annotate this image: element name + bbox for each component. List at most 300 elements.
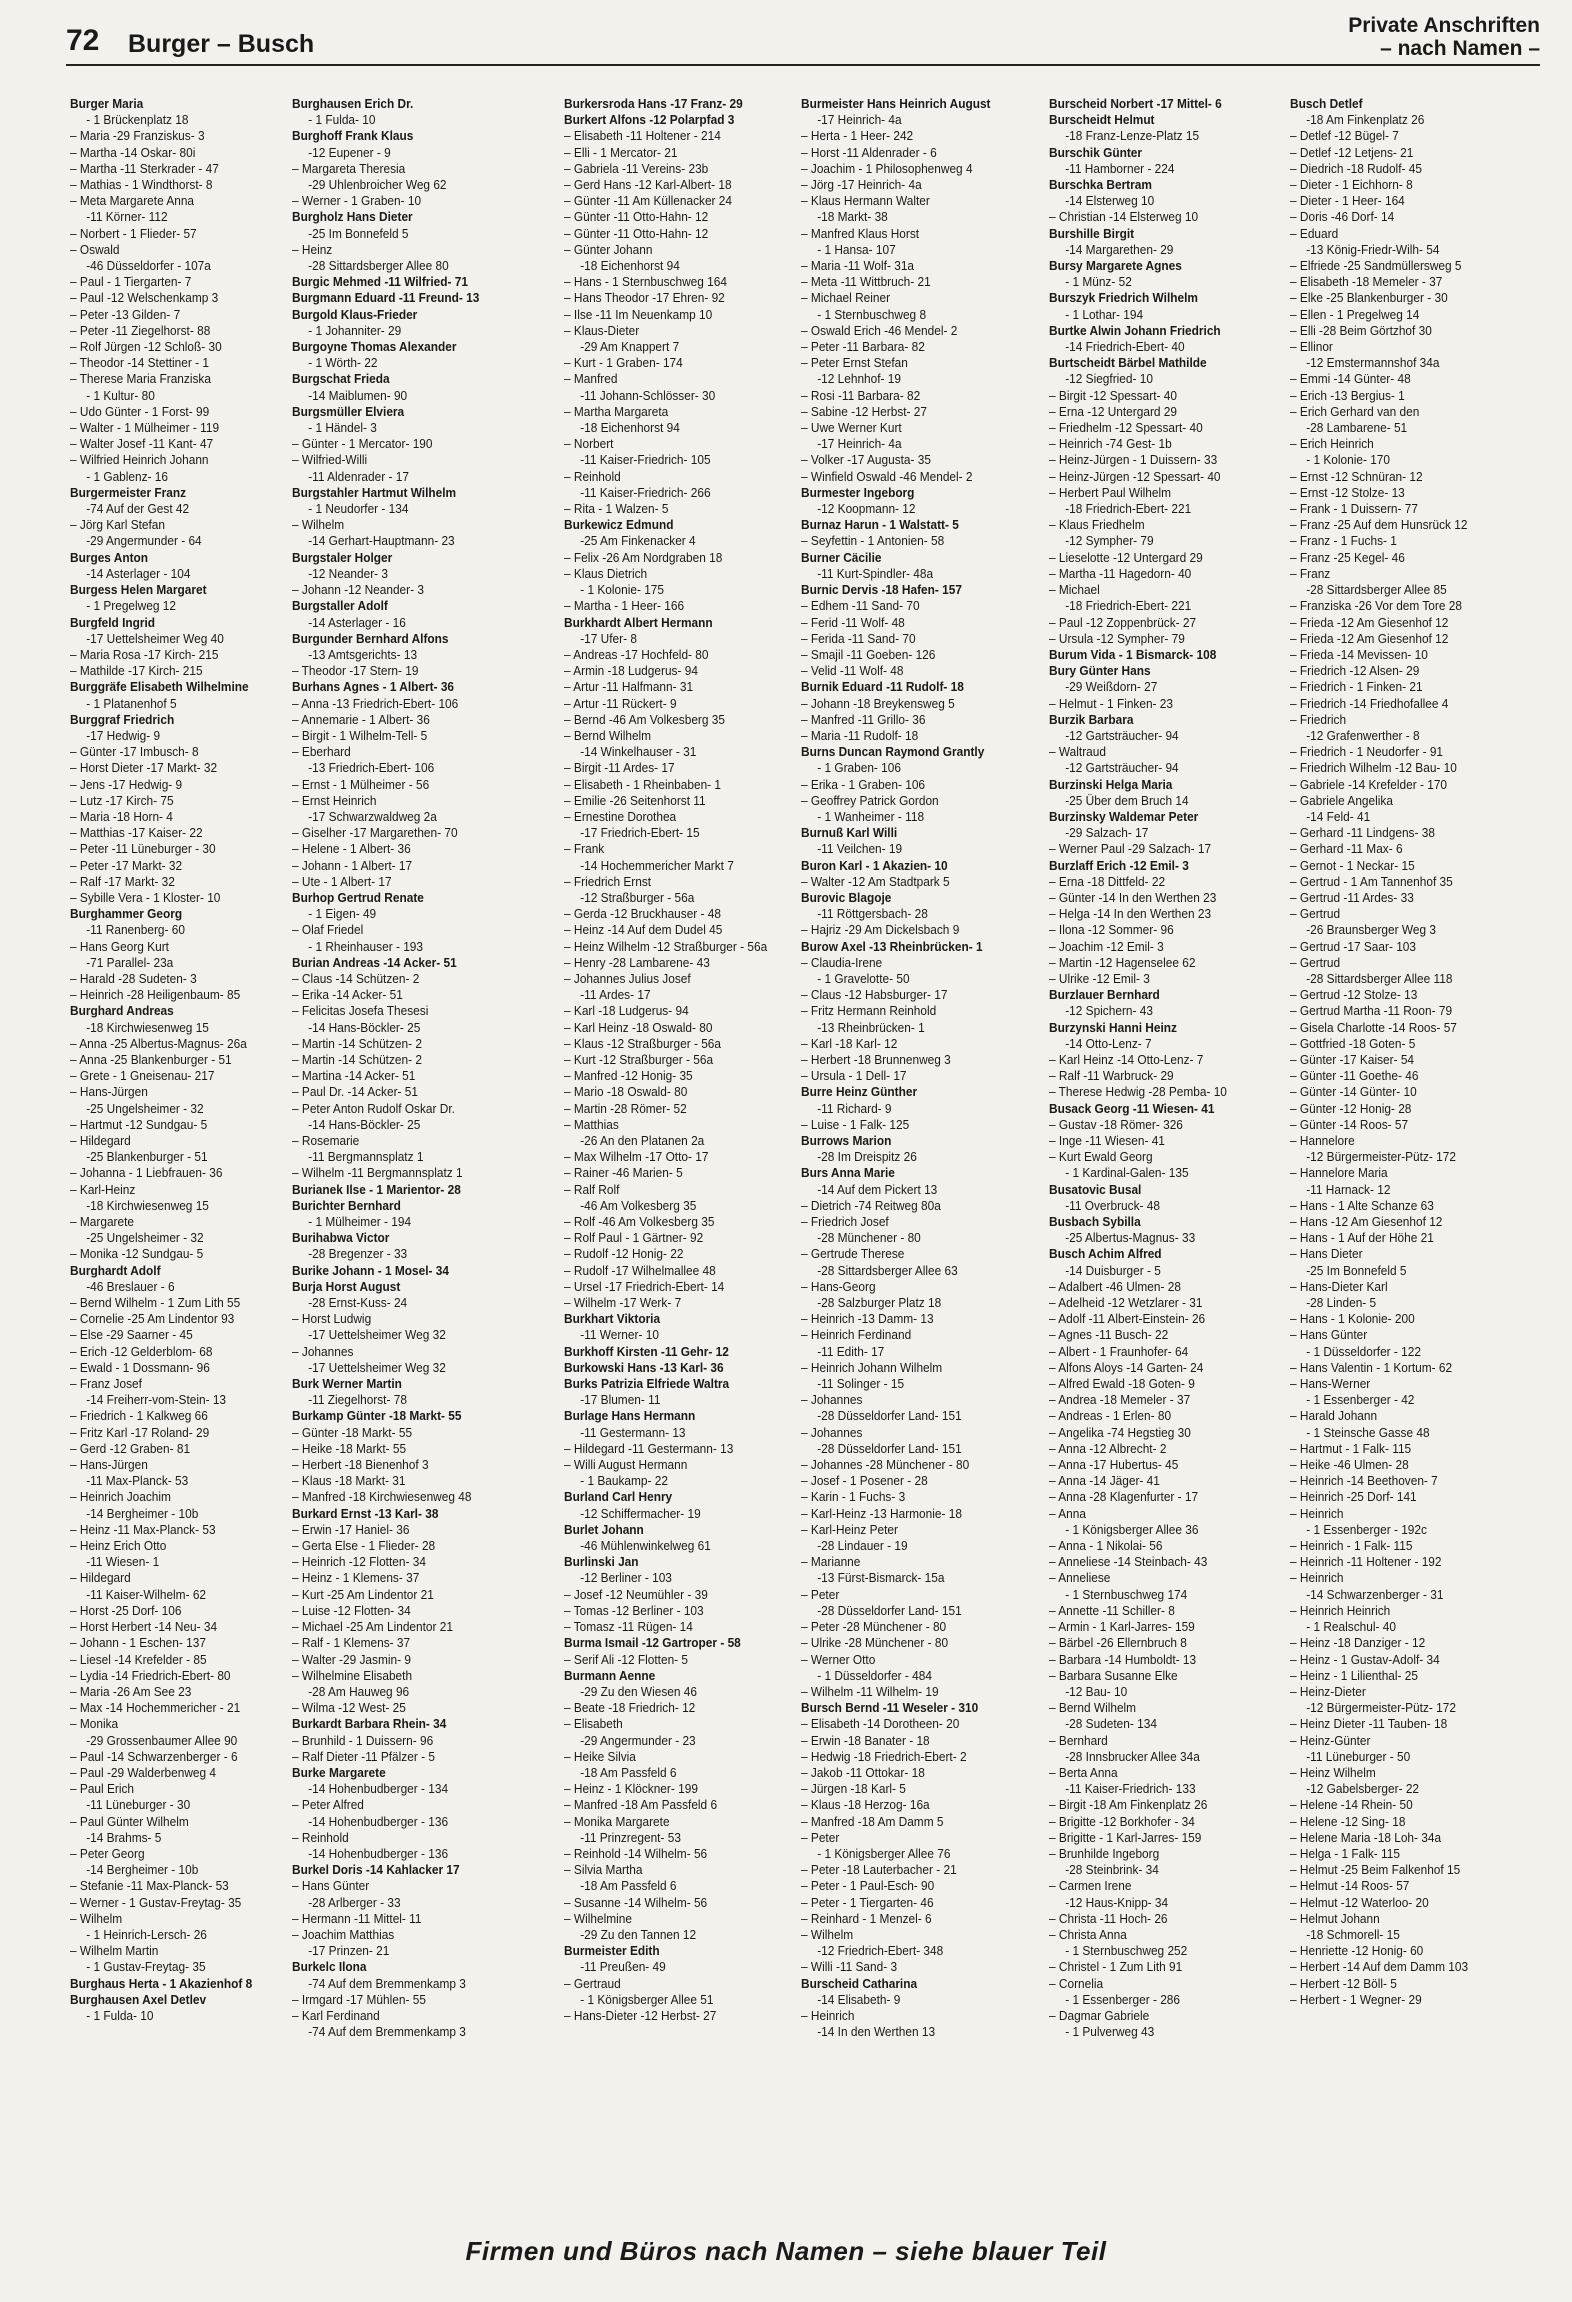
directory-column-1 xyxy=(70,96,289,2206)
directory-entry: -12 Haus-Knipp- 34 xyxy=(1065,1894,1169,1910)
directory-entry: – Sybille Vera - 1 Kloster- 10 xyxy=(70,889,221,905)
directory-entry: - 1 Königsberger Allee 36 xyxy=(1065,1521,1199,1537)
directory-entry: – Herbert -18 Brunnenweg 3 xyxy=(801,1051,951,1067)
directory-entry: – Elisabeth - 1 Rheinbaben- 1 xyxy=(564,776,722,792)
directory-entry: – Rolf Paul - 1 Gärtner- 92 xyxy=(564,1230,704,1246)
directory-entry: – Günter -11 Otto-Hahn- 12 xyxy=(564,225,709,241)
directory-entry: Burgold Klaus-Frieder xyxy=(292,306,418,322)
directory-entry: – Elisabeth -18 Memeler - 37 xyxy=(1290,274,1443,290)
directory-entry: Burkhardt Albert Hermann xyxy=(564,614,713,630)
directory-entry: -18 Friedrich-Ebert- 221 xyxy=(1065,598,1192,614)
directory-entry: -11 Johann-Schlösser- 30 xyxy=(580,387,716,403)
directory-entry: – Dietrich -74 Reitweg 80a xyxy=(801,1197,941,1213)
directory-entry: – Klaus -18 Herzog- 16a xyxy=(801,1797,930,1813)
directory-entry: – Paul -14 Schwarzenberger - 6 xyxy=(70,1748,238,1764)
directory-entry: – Oswald Erich -46 Mendel- 2 xyxy=(801,322,958,338)
directory-entry: Burlinski Jan xyxy=(564,1554,639,1570)
directory-entry: Burkert Alfons -12 Polarpfad 3 xyxy=(564,112,735,128)
directory-entry: – Ernst Heinrich xyxy=(292,792,377,808)
directory-entry: – Andreas -17 Hochfeld- 80 xyxy=(564,646,709,662)
directory-entry: – Paul - 1 Tiergarten- 7 xyxy=(70,274,192,290)
directory-entry: - 1 Kardinal-Galen- 135 xyxy=(1065,1165,1189,1181)
directory-entry: – Ursula - 1 Dell- 17 xyxy=(801,1068,907,1084)
directory-entry: – Walter Josef -11 Kant- 47 xyxy=(70,436,214,452)
directory-entry: Burgic Mehmed -11 Wilfried- 71 xyxy=(292,274,468,290)
directory-entry: – Helga - 1 Falk- 115 xyxy=(1290,1845,1400,1861)
directory-entry: – Wilhelm xyxy=(292,517,345,533)
directory-entry: – Therese Maria Franziska xyxy=(70,371,211,387)
directory-entry: – Ralf Rolf xyxy=(564,1181,620,1197)
directory-entry: – Heinrich xyxy=(801,2007,855,2023)
directory-entry: – Erich -12 Gelderblom- 68 xyxy=(70,1343,213,1359)
directory-entry: -28 Linden- 5 xyxy=(1306,1295,1377,1311)
directory-entry: – Anna -25 Albertus-Magnus- 26a xyxy=(70,1035,247,1051)
directory-entry: – Kurt Ewald Georg xyxy=(1049,1149,1153,1165)
directory-entry: – Günter - 1 Mercator- 190 xyxy=(292,436,433,452)
directory-entry: – Harald Johann xyxy=(1290,1408,1378,1424)
directory-entry: – Martha Margareta xyxy=(564,403,669,419)
directory-entry: -28 Am Hauweg 96 xyxy=(308,1683,410,1699)
directory-entry: -17 Uettelsheimer Weg 32 xyxy=(308,1359,446,1375)
directory-entry: – Doris -46 Dorf- 14 xyxy=(1290,209,1395,225)
directory-entry: – Ralf - 1 Klemens- 37 xyxy=(292,1635,411,1651)
directory-entry: – Werner Otto xyxy=(801,1651,876,1667)
directory-entry: – Heinz - 1 Gustav-Adolf- 34 xyxy=(1290,1651,1440,1667)
directory-entry: - 1 Kultur- 80 xyxy=(86,387,155,403)
directory-entry: – Heinrich Ferdinand xyxy=(801,1327,912,1343)
directory-entry: – Heinrich xyxy=(1290,1570,1344,1586)
directory-entry: -18 Schmorell- 15 xyxy=(1306,1926,1400,1942)
directory-entry: – Heinz-Jürgen - 1 Duissern- 33 xyxy=(1049,452,1218,468)
directory-entry: – Christel - 1 Zum Lith 91 xyxy=(1049,1959,1183,1975)
directory-entry: -11 Overbruck- 48 xyxy=(1065,1197,1160,1213)
directory-entry: -13 Amtsgerichts- 13 xyxy=(308,646,418,662)
directory-entry: – Albert - 1 Fraunhofer- 64 xyxy=(1049,1343,1189,1359)
directory-entry: Burzik Barbara xyxy=(1049,711,1134,727)
directory-entry: – Christa -11 Hoch- 26 xyxy=(1049,1910,1168,1926)
directory-entry: – Werner - 1 Gustav-Freytag- 35 xyxy=(70,1894,242,1910)
directory-entry: Burmester Ingeborg xyxy=(801,484,915,500)
directory-entry: – Frank - 1 Duissern- 77 xyxy=(1290,501,1418,517)
directory-entry: – Agnes -11 Busch- 22 xyxy=(1049,1327,1169,1343)
directory-entry: - 1 Eigen- 49 xyxy=(308,906,377,922)
directory-entry: – Adelheid -12 Wetzlarer - 31 xyxy=(1049,1295,1203,1311)
directory-entry: – Hans Günter xyxy=(292,1878,370,1894)
directory-entry: Burghoff Frank Klaus xyxy=(292,128,414,144)
directory-entry: – Klaus Hermann Walter xyxy=(801,193,930,209)
directory-entry: – Helmut -14 Roos- 57 xyxy=(1290,1878,1410,1894)
directory-entry: – Uwe Werner Kurt xyxy=(801,420,902,436)
directory-entry: – Herbert - 1 Wegner- 29 xyxy=(1290,1991,1422,2007)
directory-entry: – Joachim -12 Emil- 3 xyxy=(1049,938,1164,954)
directory-entry: -11 Kaiser-Wilhelm- 62 xyxy=(86,1586,207,1602)
directory-entry: – Sabine -12 Herbst- 27 xyxy=(801,403,928,419)
directory-entry: Burghausen Axel Detlev xyxy=(70,1991,207,2007)
directory-entry: – Reinhold xyxy=(292,1829,349,1845)
directory-entry: Burgholz Hans Dieter xyxy=(292,209,413,225)
directory-entry: Burkhart Viktoria xyxy=(564,1311,661,1327)
directory-entry: -18 Am Finkenplatz 26 xyxy=(1306,112,1425,128)
directory-entry: – Barbara Susanne Elke xyxy=(1049,1667,1178,1683)
directory-entry: -11 Kaiser-Friedrich- 266 xyxy=(580,484,711,500)
directory-entry: – Gertrud -11 Ardes- 33 xyxy=(1290,889,1414,905)
directory-entry: – Jürgen -18 Karl- 5 xyxy=(801,1781,906,1797)
directory-entry: -17 Prinzen- 21 xyxy=(308,1943,390,1959)
directory-entry: – Helmut -12 Waterloo- 20 xyxy=(1290,1894,1429,1910)
directory-entry: – Martha -11 Hagedorn- 40 xyxy=(1049,565,1192,581)
directory-entry: – Franz -25 Kegel- 46 xyxy=(1290,549,1405,565)
directory-entry: – Heinrich -14 Beethoven- 7 xyxy=(1290,1473,1438,1489)
directory-entry: Burmeister Hans Heinrich August xyxy=(801,96,991,111)
directory-entry: -29 Salzach- 17 xyxy=(1065,825,1149,841)
directory-entry: – Günter -11 Goethe- 46 xyxy=(1290,1068,1419,1084)
directory-entry: – Herta - 1 Heer- 242 xyxy=(801,128,914,144)
directory-entry: – Peter -13 Gilden- 7 xyxy=(70,306,181,322)
directory-entry: Burghaus Herta - 1 Akazienhof 8 xyxy=(70,1975,253,1991)
directory-entry: – Meta Margarete Anna xyxy=(70,193,195,209)
directory-entry: – Peter -11 Ziegelhorst- 88 xyxy=(70,322,211,338)
directory-entry: – Johannes xyxy=(801,1424,863,1440)
directory-entry: – Peter - 1 Tiergarten- 46 xyxy=(801,1894,934,1910)
directory-entry: – Wilhelm xyxy=(801,1926,854,1942)
directory-entry: – Rita - 1 Walzen- 5 xyxy=(564,501,669,517)
directory-entry: Burgstaler Holger xyxy=(292,549,393,565)
directory-entry: Burgunder Bernhard Alfons xyxy=(292,630,449,646)
directory-entry: – Peter Alfred xyxy=(292,1797,364,1813)
directory-entry: - 1 Fulda- 10 xyxy=(86,2007,154,2023)
directory-entry: – Erwin -18 Banater - 18 xyxy=(801,1732,930,1748)
directory-entry: - 1 Neudorfer - 134 xyxy=(308,501,409,517)
directory-entry: -28 Lindauer - 19 xyxy=(817,1538,908,1554)
directory-entry: - 1 Gustav-Freytag- 35 xyxy=(86,1959,206,1975)
directory-entry: -29 Am Knappert 7 xyxy=(580,339,680,355)
directory-entry: -14 Gerhart-Hauptmann- 23 xyxy=(308,533,455,549)
directory-entry: – Elli -28 Beim Görtzhof 30 xyxy=(1290,322,1432,338)
directory-entry: -12 Bau- 10 xyxy=(1065,1683,1128,1699)
directory-entry: Burggräfe Elisabeth Wilhelmine xyxy=(70,679,249,695)
directory-entry: – Artur -11 Halfmann- 31 xyxy=(564,679,694,695)
directory-entry: – Werner - 1 Graben- 10 xyxy=(292,193,422,209)
directory-entry: – Maria -11 Rudolf- 18 xyxy=(801,727,919,743)
directory-entry: – Jens -17 Hedwig- 9 xyxy=(70,776,183,792)
directory-entry: Burre Heinz Günther xyxy=(801,1084,918,1100)
directory-entry: Burland Carl Henry xyxy=(564,1489,673,1505)
directory-entry: – Elfriede -25 Sandmüllersweg 5 xyxy=(1290,258,1462,274)
directory-entry: Burger Maria xyxy=(70,96,144,111)
directory-entry: – Heinrich - 1 Falk- 115 xyxy=(1290,1538,1413,1554)
directory-entry: – Günter -14 In den Werthen 23 xyxy=(1049,889,1217,905)
directory-entry: – Peter - 1 Paul-Esch- 90 xyxy=(801,1878,935,1894)
directory-entry: Burnuß Karl Willi xyxy=(801,825,898,841)
directory-entry: – Ferid -11 Wolf- 48 xyxy=(801,614,905,630)
directory-entry: – Martin -14 Schützen- 2 xyxy=(292,1035,422,1051)
directory-entry: – Anna xyxy=(1049,1505,1086,1521)
directory-entry: – Ewald - 1 Dossmann- 96 xyxy=(70,1359,210,1375)
directory-entry: – Eduard xyxy=(1290,225,1339,241)
directory-entry: Burzlauer Bernhard xyxy=(1049,987,1160,1003)
directory-entry: – Armin -18 Ludgerus- 94 xyxy=(564,663,698,679)
directory-entry: – Ilona -12 Sommer- 96 xyxy=(1049,922,1174,938)
directory-entry: Burmann Aenne xyxy=(564,1667,656,1683)
directory-entry: – Hannelore xyxy=(1290,1133,1355,1148)
directory-entry: – Paul Günter Wilhelm xyxy=(70,1813,189,1829)
directory-entry: -17 Heinrich- 4a xyxy=(817,112,902,128)
directory-entry: -11 Harnack- 12 xyxy=(1306,1181,1391,1197)
directory-entry: - 1 Gablenz- 16 xyxy=(86,468,169,484)
directory-entry: – Johannes xyxy=(801,1392,863,1408)
directory-entry: – Wilhelmine xyxy=(564,1910,632,1926)
directory-entry: – Hans Georg Kurt xyxy=(70,938,169,954)
directory-entry: – Günter -17 Kaiser- 54 xyxy=(1290,1051,1415,1067)
directory-entry: – Manfred Klaus Horst xyxy=(801,225,920,241)
directory-entry: – Berta Anna xyxy=(1049,1764,1118,1780)
directory-entry: – Margareta Theresia xyxy=(292,160,406,176)
directory-entry: – Martina -14 Acker- 51 xyxy=(292,1068,416,1084)
directory-entry: – Josef - 1 Posener - 28 xyxy=(801,1473,928,1489)
directory-entry: – Erika -14 Acker- 51 xyxy=(292,987,403,1003)
directory-entry: – Ralf -17 Markt- 32 xyxy=(70,873,175,889)
directory-entry: – Horst Ludwig xyxy=(292,1311,372,1327)
directory-entry: – Klaus -18 Markt- 31 xyxy=(292,1473,406,1489)
directory-entry: -28 Arlberger - 33 xyxy=(308,1894,401,1910)
directory-entry: – Erna -12 Untergard 29 xyxy=(1049,403,1177,419)
directory-entry: -11 Ranenberg- 60 xyxy=(86,922,185,938)
directory-entry: – Brigitte -12 Borkhofer - 34 xyxy=(1049,1813,1195,1829)
directory-entry: -14 Hohenbudberger - 134 xyxy=(308,1781,449,1797)
directory-entry: Burike Johann - 1 Mosel- 34 xyxy=(292,1262,449,1278)
directory-entry: – Anna -14 Jäger- 41 xyxy=(1049,1473,1160,1489)
directory-entry: – Andrea -18 Memeler - 37 xyxy=(1049,1392,1191,1408)
directory-entry: – Peter xyxy=(801,1586,840,1602)
directory-entry: -11 Aldenrader - 17 xyxy=(308,468,409,484)
directory-entry: Burnik Eduard -11 Rudolf- 18 xyxy=(801,679,964,695)
directory-entry: -46 Breslauer - 6 xyxy=(86,1278,175,1294)
directory-entry: – Peter -28 Münchener - 80 xyxy=(801,1619,947,1635)
directory-entry: – Angelika -74 Hegstieg 30 xyxy=(1049,1424,1191,1440)
directory-entry: – Norbert xyxy=(564,436,614,452)
directory-entry: – Rainer -46 Marien- 5 xyxy=(564,1165,683,1181)
directory-entry: – Heinz -18 Danziger - 12 xyxy=(1290,1635,1426,1651)
directory-entry: Burovic Blagoje xyxy=(801,889,892,905)
directory-entry: – Karl-Heinz xyxy=(70,1181,136,1197)
directory-entry: – Karl-Heinz Peter xyxy=(801,1521,898,1537)
directory-entry: – Matthias xyxy=(564,1116,619,1132)
directory-entry: Burkel Doris -14 Kahlacker 17 xyxy=(292,1862,460,1878)
directory-entry: – Michael xyxy=(1049,582,1100,598)
directory-entry: – Friedrich - 1 Kalkweg 66 xyxy=(70,1408,208,1424)
directory-entry: - 1 Rheinhauser - 193 xyxy=(308,938,424,954)
directory-entry: -14 Bergheimer - 10b xyxy=(86,1862,199,1878)
directory-entry: – Gerd -12 Graben- 81 xyxy=(70,1440,191,1456)
directory-entry: - 1 Platanenhof 5 xyxy=(86,695,177,711)
directory-entry: – Gabriela -11 Vereins- 23b xyxy=(564,160,709,176)
directory-entry: -25 Über dem Bruch 14 xyxy=(1065,792,1189,808)
directory-entry: – Gottfried -18 Goten- 5 xyxy=(1290,1035,1416,1051)
directory-entry: – Günter -17 Imbusch- 8 xyxy=(70,744,199,760)
directory-entry: – Karl -18 Karl- 12 xyxy=(801,1035,898,1051)
directory-entry: Burhans Agnes - 1 Albert- 36 xyxy=(292,679,455,695)
directory-entry: Burner Cäcilie xyxy=(801,549,882,565)
directory-entry: – Erich -13 Bergius- 1 xyxy=(1290,387,1405,403)
directory-entry: – Waltraud xyxy=(1049,744,1106,760)
directory-entry: – Maria -29 Franziskus- 3 xyxy=(70,128,205,144)
directory-column-2 xyxy=(292,96,511,2206)
directory-entry: - 1 Essenberger - 42 xyxy=(1306,1392,1415,1408)
directory-entry: -28 Im Dreispitz 26 xyxy=(817,1149,917,1165)
directory-entry: – Heinrich Joachim xyxy=(70,1489,171,1505)
directory-entry: - 1 Königsberger Allee 76 xyxy=(817,1845,951,1861)
directory-entry: – Max -14 Hochemmericher - 21 xyxy=(70,1700,241,1716)
directory-entry: -14 Asterlager - 104 xyxy=(86,565,191,581)
directory-entry: Burkelc Ilona xyxy=(292,1959,367,1975)
directory-entry: – Karl Ferdinand xyxy=(292,2007,380,2023)
directory-entry: – Peter -11 Lüneburger - 30 xyxy=(70,841,216,857)
directory-entry: – Gisela Charlotte -14 Roos- 57 xyxy=(1290,1019,1457,1035)
directory-entry: – Helmut Johann xyxy=(1290,1910,1380,1926)
directory-entry: – Birgit -18 Am Finkenplatz 26 xyxy=(1049,1797,1208,1813)
directory-entry: – Michael -25 Am Lindentor 21 xyxy=(292,1619,453,1635)
directory-entry: Burkhoff Kirsten -11 Gehr- 12 xyxy=(564,1343,729,1359)
directory-entry: -11 Ziegelhorst- 78 xyxy=(308,1392,407,1408)
directory-entry: – Elli - 1 Mercator- 21 xyxy=(564,144,678,160)
directory-entry: – Ilse -11 Im Neuenkamp 10 xyxy=(564,306,713,322)
directory-entry: – Udo Günter - 1 Forst- 99 xyxy=(70,403,210,419)
directory-entry: – Herbert -14 Auf dem Damm 103 xyxy=(1290,1959,1469,1975)
directory-entry: -28 Salzburger Platz 18 xyxy=(817,1295,942,1311)
directory-entry: Burgess Helen Margaret xyxy=(70,582,207,598)
directory-entry: Burghammer Georg xyxy=(70,906,183,922)
directory-entry: – Johann -18 Breykensweg 5 xyxy=(801,695,955,711)
directory-entry: - 1 Sternbuschweg 8 xyxy=(817,306,927,322)
directory-entry: – Johanna - 1 Liebfrauen- 36 xyxy=(70,1165,223,1181)
directory-entry: -29 Grossenbaumer Allee 90 xyxy=(86,1732,238,1748)
directory-entry: -26 Braunsberger Weg 3 xyxy=(1306,922,1436,938)
section-title-line2: – nach Namen – xyxy=(1380,37,1540,60)
directory-entry: – Helga -14 In den Werthen 23 xyxy=(1049,906,1212,922)
directory-entry: – Elisabeth -11 Holtener - 214 xyxy=(564,128,721,144)
directory-entry: – Henry -28 Lambarene- 43 xyxy=(564,954,710,970)
directory-entry: – Hans-Dieter Karl xyxy=(1290,1278,1388,1294)
directory-entry: - 1 Düsseldorfer - 122 xyxy=(1306,1343,1421,1359)
directory-entry: – Barbara -14 Humboldt- 13 xyxy=(1049,1651,1197,1667)
directory-entry: – Helmut - 1 Finken- 23 xyxy=(1049,695,1174,711)
directory-entry: – Birgit - 1 Wilhelm-Tell- 5 xyxy=(292,727,428,743)
directory-entry: -18 Kirchwiesenweg 15 xyxy=(86,1197,209,1213)
directory-entry: -26 An den Platanen 2a xyxy=(580,1133,705,1148)
directory-entry: -12 Neander- 3 xyxy=(308,565,389,581)
directory-entry: – Luise -12 Flotten- 34 xyxy=(292,1602,411,1618)
directory-entry: -14 Feld- 41 xyxy=(1306,808,1371,824)
directory-entry: – Heike -46 Ulmen- 28 xyxy=(1290,1457,1409,1473)
directory-entry: – Heinz -14 Auf dem Dudel 45 xyxy=(564,922,723,938)
directory-entry: -18 Kirchwiesenweg 15 xyxy=(86,1019,209,1035)
directory-entry: – Hannelore Maria xyxy=(1290,1165,1388,1181)
directory-entry: - 1 Düsseldorfer - 484 xyxy=(817,1667,932,1683)
directory-entry: – Erich Gerhard van den xyxy=(1290,403,1420,419)
directory-entry: - 1 Pregelweg 12 xyxy=(86,598,176,614)
directory-entry: -17 Schwarzwaldweg 2a xyxy=(308,808,437,824)
directory-entry: – Anneliese -14 Steinbach- 43 xyxy=(1049,1554,1208,1570)
directory-entry: -12 Koopmann- 12 xyxy=(817,501,916,517)
directory-entry: – Hans - 1 Kolonie- 200 xyxy=(1290,1311,1415,1327)
directory-entry: Bursch Bernd -11 Weseler - 310 xyxy=(801,1700,979,1716)
directory-entry: – Hans-Jürgen xyxy=(70,1457,148,1473)
directory-entry: – Gertrud Martha -11 Roon- 79 xyxy=(1290,1003,1453,1019)
directory-entry: – Franz xyxy=(1290,565,1331,581)
directory-entry: Burke Margarete xyxy=(292,1764,386,1780)
directory-entry: – Heinrich -11 Holtener - 192 xyxy=(1290,1554,1442,1570)
directory-entry: – Serif Ali -12 Flotten- 5 xyxy=(564,1651,689,1667)
directory-entry: - 1 Lothar- 194 xyxy=(1065,306,1144,322)
directory-entry: – Hans - 1 Sternbuschweg 164 xyxy=(564,274,727,290)
directory-entry: – Johannes xyxy=(292,1343,354,1359)
directory-entry: -28 Sittardsberger Allee 63 xyxy=(817,1262,958,1278)
directory-entry: – Johann -12 Neander- 3 xyxy=(292,582,424,598)
directory-entry: – Heinz-Jürgen -12 Spessart- 40 xyxy=(1049,468,1221,484)
directory-entry: – Friedrich -14 Friedhofallee 4 xyxy=(1290,695,1449,711)
directory-entry: -29 Zu den Tannen 12 xyxy=(580,1926,697,1942)
directory-entry: -11 Prinzregent- 53 xyxy=(580,1829,681,1845)
directory-entry: – Josef -12 Neumühler - 39 xyxy=(564,1586,708,1602)
directory-entry: – Hermann -11 Mittel- 11 xyxy=(292,1910,422,1926)
directory-entry: -17 Uettelsheimer Weg 32 xyxy=(308,1327,446,1343)
directory-entry: – Christa Anna xyxy=(1049,1926,1127,1942)
directory-entry: – Peter -18 Lauterbacher - 21 xyxy=(801,1862,957,1878)
directory-entry: - 1 Wanheimer - 118 xyxy=(817,808,925,824)
directory-entry: -14 Freiherr-vom-Stein- 13 xyxy=(86,1392,227,1408)
directory-entry: Burgsmüller Elviera xyxy=(292,403,405,419)
directory-entry: -14 Elsterweg 10 xyxy=(1065,193,1155,209)
directory-entry: – Martin -28 Römer- 52 xyxy=(564,1100,687,1116)
directory-entry: – Hildegard -11 Gestermann- 13 xyxy=(564,1440,734,1456)
directory-entry: -14 Maiblumen- 90 xyxy=(308,387,408,403)
directory-entry: -11 Solinger - 15 xyxy=(817,1376,905,1392)
directory-entry: Burhop Gertrud Renate xyxy=(292,889,424,905)
directory-entry: – Martha - 1 Heer- 166 xyxy=(564,598,685,614)
directory-entry: Burkamp Günter -18 Markt- 55 xyxy=(292,1408,462,1424)
directory-entry: -12 Emstermannshof 34a xyxy=(1306,355,1440,371)
directory-entry: - 1 Kolonie- 170 xyxy=(1306,452,1390,468)
directory-entry: Busch Detlef xyxy=(1290,96,1363,111)
directory-entry: – Gertrude Therese xyxy=(801,1246,905,1262)
directory-entry: – Willi -11 Sand- 3 xyxy=(801,1959,898,1975)
directory-entry: – Hildegard xyxy=(70,1133,131,1148)
directory-entry: – Lydia -14 Friedrich-Ebert- 80 xyxy=(70,1667,231,1683)
directory-entry: – Monika -12 Sundgau- 5 xyxy=(70,1246,204,1262)
directory-entry: – Paul -12 Zoppenbrück- 27 xyxy=(1049,614,1197,630)
directory-entry: – Hajriz -29 Am Dickelsbach 9 xyxy=(801,922,960,938)
directory-entry: – Kurt -25 Am Lindentor 21 xyxy=(292,1586,434,1602)
directory-entry: Burkowski Hans -13 Karl- 36 xyxy=(564,1359,724,1375)
directory-entry: – Hartmut -12 Sundgau- 5 xyxy=(70,1116,208,1132)
directory-entry: – Maria -11 Wolf- 31a xyxy=(801,258,915,274)
directory-entry: -12 Bürgermeister-Pütz- 172 xyxy=(1306,1149,1456,1165)
directory-entry: -11 Max-Planck- 53 xyxy=(86,1473,189,1489)
directory-entry: – Lutz -17 Kirch- 75 xyxy=(70,792,174,808)
directory-entry: -28 Bregenzer - 33 xyxy=(308,1246,408,1262)
directory-entry: – Erich Heinrich xyxy=(1290,436,1374,452)
directory-entry: - 1 Steinsche Gasse 48 xyxy=(1306,1424,1430,1440)
directory-entry: -25 Am Finkenacker 4 xyxy=(580,533,696,549)
directory-entry: -18 Eichenhorst 94 xyxy=(580,258,680,274)
directory-entry: – Bernd Wilhelm - 1 Zum Lith 55 xyxy=(70,1295,241,1311)
directory-entry: Busbach Sybilla xyxy=(1049,1214,1141,1230)
directory-entry: – Claus -14 Schützen- 2 xyxy=(292,970,420,986)
directory-entry: -13 Rheinbrücken- 1 xyxy=(817,1019,925,1035)
directory-entry: -12 Lehnhof- 19 xyxy=(817,371,902,387)
directory-entry: – Inge -11 Wiesen- 41 xyxy=(1049,1133,1165,1148)
directory-entry: -11 Lüneburger - 30 xyxy=(86,1797,191,1813)
